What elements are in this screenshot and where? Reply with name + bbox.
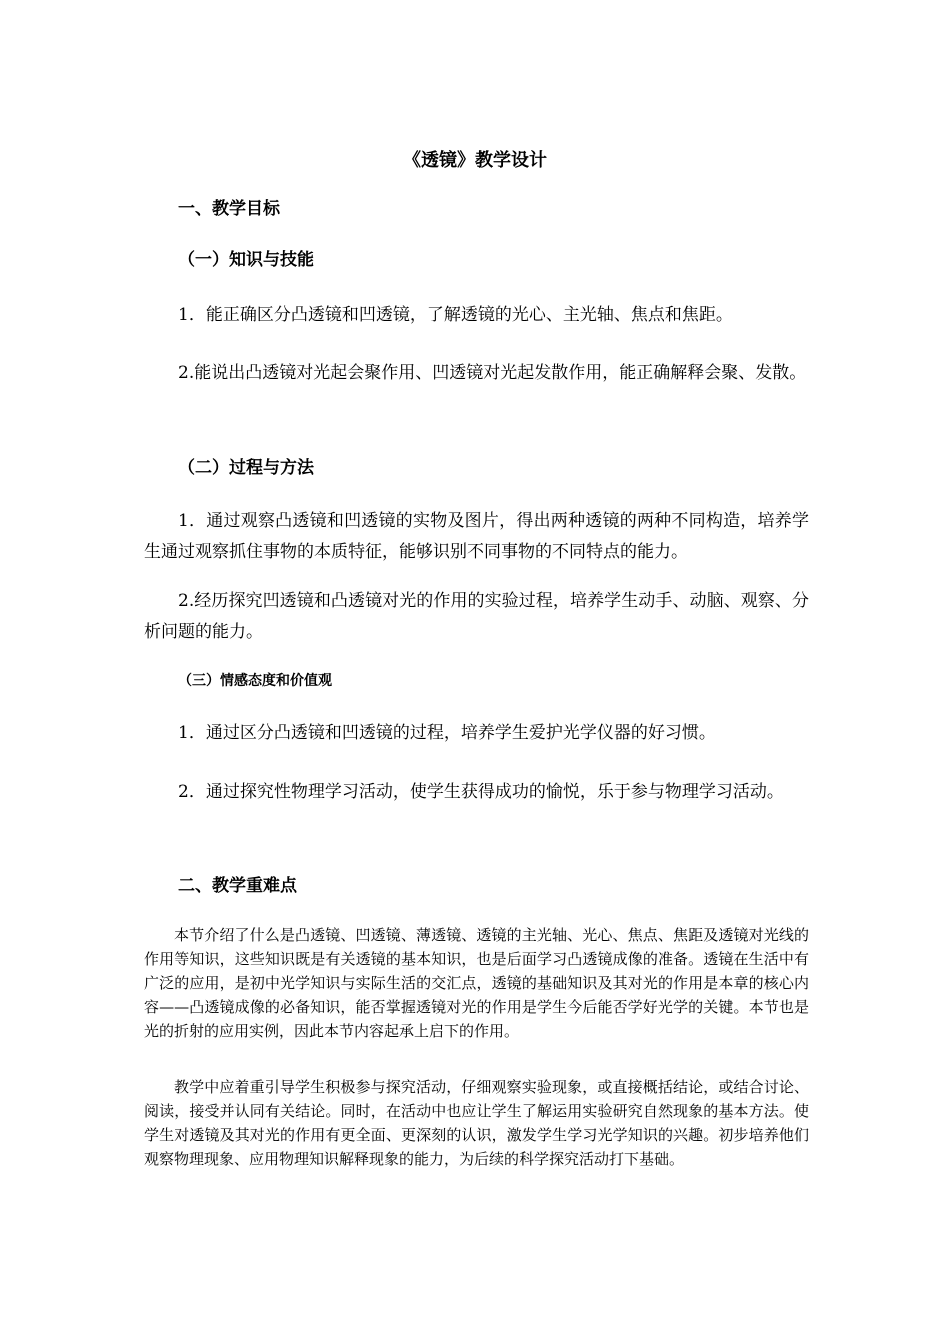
paragraph-key-points-1: 本节介绍了什么是凸透镜、凹透镜、薄透镜、透镜的主光轴、光心、焦点、焦距及透镜对光线的作用等知识，这些知识既是有关透镜的基本知识，也是后面学习凸透镜成像的准备。透镜在生活中有广泛的应用，是初中光学知识与实际生活的交汇点，透镜的基础知识及其对光的作用是本章的核心内容——凸透镜成像的必备知识，能否掌握透镜对光的作用是学生今后能否学好光学的关键。本节也是光的折射的应用实例，因此本节内容起承上启下的作用。 — [144, 926, 809, 1040]
subsection-heading-emotion-values: （三）情感态度和价值观 — [178, 673, 332, 689]
section-heading-teaching-goals: 一、教学目标 — [178, 199, 280, 219]
paragraph-knowledge-2: 2.能说出凸透镜对光起会聚作用、凹透镜对光起发散作用，能正确解释会聚、发散。 — [178, 363, 807, 383]
paragraph-knowledge-1: 1．能正确区分凸透镜和凹透镜，了解透镜的光心、主光轴、焦点和焦距。 — [178, 305, 733, 325]
paragraph-key-points-2: 教学中应着重引导学生积极参与探究活动，仔细观察实验现象，或直接概括结论，或结合讨论、阅读，接受并认同有关结论。同时，在活动中也应让学生了解运用实验研究自然现象的基本方法。使学生对透镜及其对光的作用有更全面、更深刻的认识，激发学生学习光学知识的兴趣。初步培养他们观察物理现象、应用物理知识解释现象的能力，为后续的科学探究活动打下基础。 — [144, 1078, 809, 1168]
paragraph-emotion-2: 2．通过探究性物理学习活动，使学生获得成功的愉悦，乐于参与物理学习活动。 — [178, 782, 784, 802]
section-heading-key-difficult-points: 二、教学重难点 — [178, 876, 297, 896]
paragraph-process-2: 2.经历探究凹透镜和凸透镜对光的作用的实验过程，培养学生动手、动脑、观察、分析问题的能力。 — [144, 591, 809, 642]
paragraph-process-1: 1．通过观察凸透镜和凹透镜的实物及图片，得出两种透镜的两种不同构造，培养学生通过观察抓住事物的本质特征，能够识别不同事物的不同特点的能力。 — [144, 511, 809, 562]
document-title: 《透镜》教学设计 — [403, 150, 547, 171]
subsection-heading-knowledge-skills: （一）知识与技能 — [178, 250, 314, 270]
paragraph-emotion-1: 1．通过区分凸透镜和凹透镜的过程，培养学生爱护光学仪器的好习惯。 — [178, 723, 716, 743]
subsection-heading-process-methods: （二）过程与方法 — [178, 458, 314, 478]
